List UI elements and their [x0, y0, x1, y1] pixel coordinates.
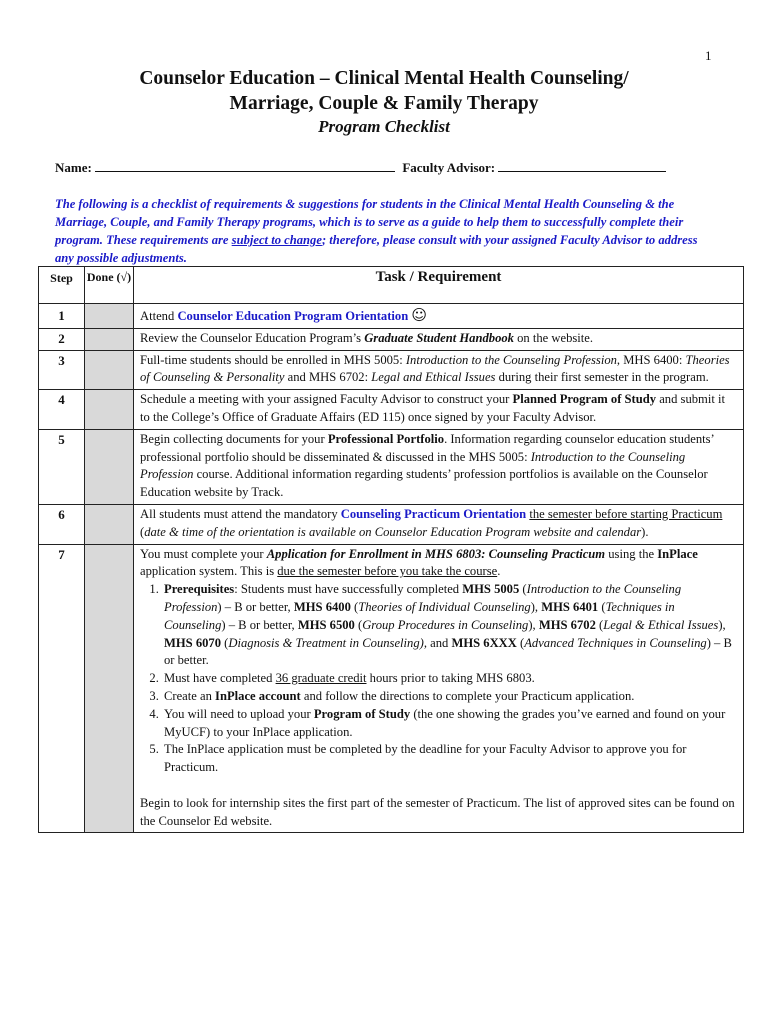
- done-checkbox[interactable]: [85, 544, 134, 832]
- step-number: 4: [39, 390, 85, 430]
- table-header-row: [39, 267, 744, 304]
- step-number: 5: [39, 429, 85, 504]
- title-line-2: Marriage, Couple & Family Therapy: [229, 93, 539, 114]
- intro-text-1: The following is a checklist of requirements & suggestions for students in the Clinical Mental Health Counseling & the Marriage, Couple, and Family Therapy programs, which is to serve as a guide to help them to successfully complete their program. These requirements are: [55, 197, 684, 247]
- list-item: 4. You will need to upload your Program of Study (the one showing the grades you’ve earned and found on your MyUCF) to your InPlace application.: [162, 706, 737, 742]
- step-number: 2: [39, 328, 85, 350]
- header-done: Done (√): [85, 267, 134, 304]
- name-blank-line[interactable]: [95, 160, 395, 172]
- task-text: Attend Counselor Education Program Orientation ☺: [134, 304, 744, 329]
- checklist-table: [38, 266, 744, 833]
- done-checkbox[interactable]: [85, 350, 134, 390]
- list-item: 1. Prerequisites: Students must have successfully completed MHS 5005 (Introduction to the Counseling Profession) – B or better, MHS 6400 (Theories of Individual Counseling), MHS 6401 (Techniques in Counseling) – B or better, MHS 6500 (Group Procedures in Counseling), MHS 6702 (Legal & Ethical Issues), MHS 6070 (Diagnosis & Treatment in Counseling), and MHS 6XXX (Advanced Techniques in Counseling) – B or better.: [162, 581, 737, 670]
- done-checkbox[interactable]: [85, 304, 134, 329]
- faculty-advisor-blank-line[interactable]: [498, 160, 666, 172]
- document-title: [0, 66, 768, 116]
- done-checkbox[interactable]: [85, 429, 134, 504]
- step-number: 3: [39, 350, 85, 390]
- done-checkbox[interactable]: [85, 504, 134, 544]
- done-checkbox[interactable]: [85, 390, 134, 430]
- step-number: 7: [39, 544, 85, 832]
- name-advisor-row: [55, 160, 666, 176]
- table-row: [39, 328, 744, 350]
- table-row: [39, 429, 744, 504]
- intro-paragraph: [55, 195, 715, 267]
- name-label: Name:: [55, 160, 92, 175]
- done-checkbox[interactable]: [85, 328, 134, 350]
- list-item: 2. Must have completed 36 graduate credit hours prior to taking MHS 6803.: [162, 670, 737, 688]
- list-item: 5. The InPlace application must be completed by the deadline for your Faculty Advisor to approve you for Practicum.: [162, 741, 737, 777]
- closing-note: Begin to look for internship sites the first part of the semester of Practicum. The list of approved sites can be found on the Counselor Ed website.: [140, 795, 735, 828]
- task-text: Full-time students should be enrolled in MHS 5005: Introduction to the Counseling Profession, MHS 6400: Theories of Counseling & Personality and MHS 6702: Legal and Ethical Issues during their first semester in the program.: [134, 350, 744, 390]
- task-text: You must complete your Application for Enrollment in MHS 6803: Counseling Practicum using the InPlace application system. This is due the semester before you take the course. 1. Prerequisites: Students must have successfully completed MHS 5005 (Introduction to the Counseling Profession) – B or better, MHS 6400 (Theories of Individual Counseling), MHS 6401 (Techniques in Counseling) – B or better, MHS 6500 (Group Procedures in Counseling), MHS 6702 (Legal & Ethical Issues), MHS 6070 (Diagnosis & Treatment in Counseling), and MHS 6XXX (Advanced Techniques in Counseling) – B or better. 2. Must have completed 36 graduate credit hours prior to taking MHS 6803. 3. Create an InPlace account and follow the directions to complete your Practicum application. 4. You will need to upload your Program of Study (the one showing the grades you’ve earned and found on your MyUCF) to your InPlace application. 5. The InPlace application must be completed by the deadline for your Faculty Advisor to approve you for Practicum. Begin to look for internship sites the first part of the semester of Practicum. The list of approved sites can be found on the Counselor Ed website.: [134, 544, 744, 832]
- faculty-advisor-label: Faculty Advisor:: [402, 160, 496, 175]
- smiley-icon: ☺: [411, 306, 428, 324]
- document-subtitle: Program Checklist: [318, 117, 450, 136]
- task-text: Begin collecting documents for your Professional Portfolio. Information regarding counselor education students’ professional portfolio should be disseminated & discussed in the MHS 5005: Introduction to the Counseling Profession course. Additional information regarding students’ profession portfolios is available on the Counselor Education website by Track.: [134, 429, 744, 504]
- task-text: Schedule a meeting with your assigned Faculty Advisor to construct your Planned Program of Study and submit it to the College’s Office of Graduate Affairs (ED 115) once signed by your Faculty Advisor.: [134, 390, 744, 430]
- task-text: Review the Counselor Education Program’s Graduate Student Handbook on the website.: [134, 328, 744, 350]
- table-row: [39, 304, 744, 329]
- intro-text-2: ; therefore, please consult with your assigned Faculty Advisor to address any possible adjustments.: [55, 233, 698, 265]
- page-number: 1: [705, 48, 712, 63]
- title-line-1: Counselor Education – Clinical Mental Health Counseling/: [139, 68, 629, 89]
- table-row: [39, 390, 744, 430]
- header-task: Task / Requirement: [134, 267, 744, 304]
- table-row: [39, 544, 744, 832]
- table-row: [39, 350, 744, 390]
- header-step: Step: [39, 267, 85, 304]
- step-number: 1: [39, 304, 85, 329]
- task-text: All students must attend the mandatory Counseling Practicum Orientation the semester before starting Practicum (date & time of the orientation is available on Counselor Education Program website and calendar).: [134, 504, 744, 544]
- prerequisite-list: [140, 581, 737, 777]
- table-row: [39, 504, 744, 544]
- step-number: 6: [39, 504, 85, 544]
- intro-underlined: subject to change: [231, 233, 322, 247]
- list-item: 3. Create an InPlace account and follow the directions to complete your Practicum application.: [162, 688, 737, 706]
